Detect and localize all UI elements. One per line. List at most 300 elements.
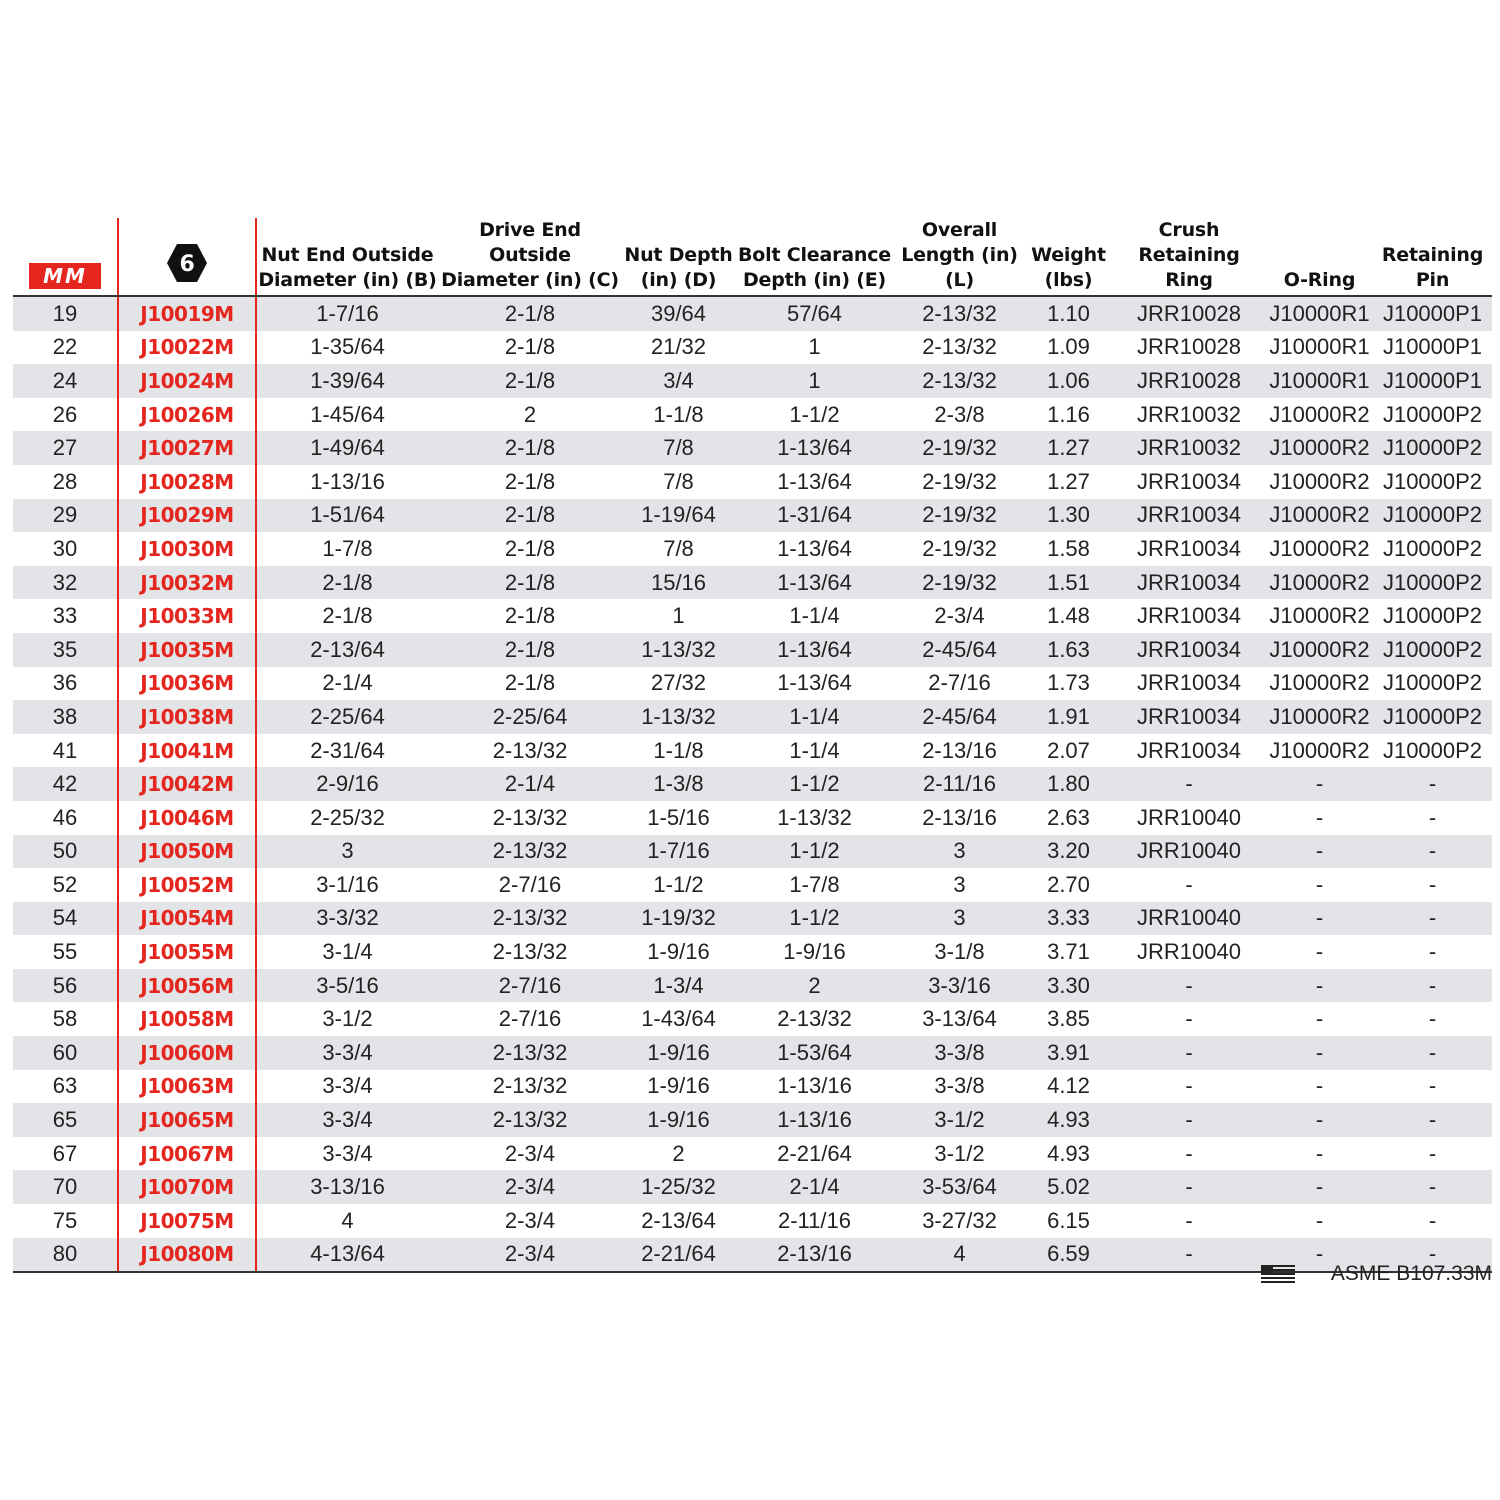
cell-bolt-clearance: 1-13/64 (735, 431, 894, 465)
header-crush-ring-line2: Ring (1165, 269, 1213, 291)
cell-crush-ring: JRR10034 (1112, 734, 1266, 768)
cell-overall-length: 3-3/8 (894, 1070, 1025, 1104)
table-row (13, 1170, 1492, 1204)
cell-bolt-clearance: 1-13/16 (735, 1103, 894, 1137)
cell-bolt-clearance: 1-1/4 (735, 700, 894, 734)
cell-mm-size: 58 (13, 1002, 118, 1036)
cell-part-number: J10063M (118, 1070, 256, 1104)
cell-mm-size: 56 (13, 969, 118, 1003)
header-bolt-clearance (735, 218, 894, 296)
cell-o-ring: - (1266, 801, 1373, 835)
cell-weight: 3.85 (1025, 1002, 1112, 1036)
cell-part-number: J10075M (118, 1204, 256, 1238)
table-row (13, 1137, 1492, 1171)
cell-o-ring: J10000R2 (1266, 667, 1373, 701)
cell-nut-depth: 1-5/16 (622, 801, 735, 835)
header-o-ring (1266, 218, 1373, 296)
header-nut-depth-line1: Nut Depth (624, 244, 733, 266)
cell-overall-length: 2-13/16 (894, 734, 1025, 768)
cell-retaining-pin: - (1373, 1103, 1492, 1137)
cell-overall-length: 2-11/16 (894, 767, 1025, 801)
cell-nut-end-diameter: 4 (256, 1204, 438, 1238)
cell-retaining-pin: J10000P2 (1373, 667, 1492, 701)
header-bolt-clearance-line2: Depth (in) (E) (742, 269, 887, 291)
cell-weight: 1.80 (1025, 767, 1112, 801)
cell-mm-size: 50 (13, 835, 118, 869)
cell-nut-end-diameter: 3-3/4 (256, 1036, 438, 1070)
header-nut-depth-line2: (in) (D) (640, 269, 717, 291)
cell-mm-size: 65 (13, 1103, 118, 1137)
cell-weight: 4.93 (1025, 1137, 1112, 1171)
table-row (13, 566, 1492, 600)
cell-weight: 2.63 (1025, 801, 1112, 835)
table-row (13, 1103, 1492, 1137)
cell-drive-end-diameter: 2-1/4 (438, 767, 622, 801)
cell-crush-ring: JRR10040 (1112, 902, 1266, 936)
cell-overall-length: 3-53/64 (894, 1170, 1025, 1204)
cell-weight: 3.33 (1025, 902, 1112, 936)
cell-overall-length: 3 (894, 868, 1025, 902)
cell-drive-end-diameter: 2-7/16 (438, 1002, 622, 1036)
cell-part-number: J10042M (118, 767, 256, 801)
cell-retaining-pin: J10000P1 (1373, 331, 1492, 365)
cell-retaining-pin: - (1373, 868, 1492, 902)
cell-nut-depth: 7/8 (622, 532, 735, 566)
cell-o-ring: - (1266, 835, 1373, 869)
cell-nut-depth: 3/4 (622, 364, 735, 398)
cell-overall-length: 2-3/4 (894, 599, 1025, 633)
header-drive-end-line1: Drive End Outside (479, 219, 581, 266)
cell-o-ring: J10000R1 (1266, 364, 1373, 398)
cell-nut-end-diameter: 3-1/16 (256, 868, 438, 902)
cell-weight: 3.71 (1025, 935, 1112, 969)
header-weight (1025, 218, 1112, 296)
header-overall-length (894, 218, 1025, 296)
cell-drive-end-diameter: 2-7/16 (438, 969, 622, 1003)
cell-drive-end-diameter: 2-25/64 (438, 700, 622, 734)
cell-mm-size: 24 (13, 364, 118, 398)
cell-mm-size: 41 (13, 734, 118, 768)
table-row (13, 734, 1492, 768)
cell-crush-ring: - (1112, 1137, 1266, 1171)
cell-crush-ring: JRR10040 (1112, 935, 1266, 969)
mm-badge: MM (29, 263, 101, 289)
cell-bolt-clearance: 1-9/16 (735, 935, 894, 969)
cell-part-number: J10027M (118, 431, 256, 465)
cell-nut-end-diameter: 2-25/64 (256, 700, 438, 734)
cell-crush-ring: - (1112, 868, 1266, 902)
cell-o-ring: J10000R2 (1266, 599, 1373, 633)
cell-crush-ring: JRR10040 (1112, 801, 1266, 835)
header-mm (13, 218, 118, 296)
table-row (13, 633, 1492, 667)
cell-drive-end-diameter: 2-1/8 (438, 566, 622, 600)
cell-crush-ring: JRR10034 (1112, 700, 1266, 734)
table-row (13, 1204, 1492, 1238)
cell-nut-depth: 27/32 (622, 667, 735, 701)
cell-nut-depth: 21/32 (622, 331, 735, 365)
cell-retaining-pin: J10000P2 (1373, 465, 1492, 499)
cell-o-ring: J10000R2 (1266, 633, 1373, 667)
cell-bolt-clearance: 1-13/64 (735, 667, 894, 701)
cell-o-ring: - (1266, 1137, 1373, 1171)
cell-part-number: J10038M (118, 700, 256, 734)
cell-bolt-clearance: 1-1/2 (735, 398, 894, 432)
cell-bolt-clearance: 1-1/2 (735, 902, 894, 936)
cell-part-number: J10056M (118, 969, 256, 1003)
cell-overall-length: 3-1/2 (894, 1103, 1025, 1137)
cell-overall-length: 2-7/16 (894, 667, 1025, 701)
table-row (13, 801, 1492, 835)
cell-nut-end-diameter: 1-49/64 (256, 431, 438, 465)
table-row (13, 1070, 1492, 1104)
header-drive-end-line2: Diameter (in) (C) (441, 269, 619, 291)
cell-bolt-clearance: 57/64 (735, 296, 894, 331)
cell-part-number: J10029M (118, 499, 256, 533)
table-row (13, 868, 1492, 902)
cell-o-ring: - (1266, 1070, 1373, 1104)
cell-o-ring: J10000R2 (1266, 499, 1373, 533)
cell-overall-length: 2-45/64 (894, 700, 1025, 734)
cell-retaining-pin: J10000P2 (1373, 599, 1492, 633)
cell-nut-end-diameter: 1-7/8 (256, 532, 438, 566)
cell-nut-end-diameter: 1-35/64 (256, 331, 438, 365)
cell-weight: 1.27 (1025, 431, 1112, 465)
cell-nut-depth: 1-9/16 (622, 935, 735, 969)
cell-weight: 2.70 (1025, 868, 1112, 902)
cell-mm-size: 67 (13, 1137, 118, 1171)
cell-drive-end-diameter: 2-1/8 (438, 667, 622, 701)
table-row (13, 431, 1492, 465)
header-weight-line1: Weight (1031, 244, 1106, 266)
cell-o-ring: - (1266, 969, 1373, 1003)
cell-overall-length: 3-13/64 (894, 1002, 1025, 1036)
cell-mm-size: 28 (13, 465, 118, 499)
cell-drive-end-diameter: 2-3/4 (438, 1170, 622, 1204)
cell-nut-depth: 1-1/8 (622, 398, 735, 432)
cell-bolt-clearance: 1-1/4 (735, 734, 894, 768)
cell-drive-end-diameter: 2 (438, 398, 622, 432)
cell-retaining-pin: J10000P2 (1373, 633, 1492, 667)
cell-o-ring: - (1266, 935, 1373, 969)
cell-overall-length: 3 (894, 902, 1025, 936)
cell-weight: 3.30 (1025, 969, 1112, 1003)
cell-retaining-pin: - (1373, 1137, 1492, 1171)
cell-drive-end-diameter: 2-13/32 (438, 902, 622, 936)
table-row (13, 935, 1492, 969)
cell-crush-ring: JRR10034 (1112, 465, 1266, 499)
cell-part-number: J10050M (118, 835, 256, 869)
cell-nut-end-diameter: 3-1/2 (256, 1002, 438, 1036)
cell-nut-depth: 39/64 (622, 296, 735, 331)
cell-drive-end-diameter: 2-1/8 (438, 599, 622, 633)
cell-weight: 5.02 (1025, 1170, 1112, 1204)
table-row (13, 599, 1492, 633)
cell-mm-size: 55 (13, 935, 118, 969)
cell-weight: 3.91 (1025, 1036, 1112, 1070)
cell-weight: 1.73 (1025, 667, 1112, 701)
cell-nut-end-diameter: 3-13/16 (256, 1170, 438, 1204)
cell-overall-length: 4 (894, 1238, 1025, 1273)
cell-mm-size: 63 (13, 1070, 118, 1104)
cell-part-number: J10026M (118, 398, 256, 432)
header-crush-ring-line1: Crush Retaining (1138, 219, 1240, 266)
cell-drive-end-diameter: 2-3/4 (438, 1204, 622, 1238)
us-flag-icon (1261, 1265, 1295, 1283)
cell-weight: 1.63 (1025, 633, 1112, 667)
cell-bolt-clearance: 1-1/4 (735, 599, 894, 633)
cell-nut-end-diameter: 1-7/16 (256, 296, 438, 331)
cell-bolt-clearance: 2-13/16 (735, 1238, 894, 1273)
cell-drive-end-diameter: 2-1/8 (438, 431, 622, 465)
cell-part-number: J10033M (118, 599, 256, 633)
cell-nut-end-diameter: 2-9/16 (256, 767, 438, 801)
cell-overall-length: 3 (894, 835, 1025, 869)
footer (1261, 1262, 1492, 1286)
cell-weight: 6.59 (1025, 1238, 1112, 1273)
cell-retaining-pin: - (1373, 935, 1492, 969)
cell-bolt-clearance: 1-1/2 (735, 767, 894, 801)
cell-nut-end-diameter: 3-3/4 (256, 1137, 438, 1171)
cell-retaining-pin: - (1373, 1036, 1492, 1070)
cell-crush-ring: - (1112, 1070, 1266, 1104)
cell-overall-length: 2-19/32 (894, 532, 1025, 566)
hexagon-6-point-icon (165, 241, 209, 285)
header-retaining-pin-line2: Pin (1415, 269, 1450, 291)
header-retaining-pin-line1: Retaining (1381, 244, 1484, 266)
cell-retaining-pin: J10000P2 (1373, 499, 1492, 533)
cell-weight: 3.20 (1025, 835, 1112, 869)
cell-weight: 1.16 (1025, 398, 1112, 432)
cell-nut-depth: 1 (622, 599, 735, 633)
cell-overall-length: 2-19/32 (894, 465, 1025, 499)
cell-crush-ring: - (1112, 969, 1266, 1003)
cell-overall-length: 2-13/16 (894, 801, 1025, 835)
table-row (13, 499, 1492, 533)
cell-overall-length: 2-13/32 (894, 296, 1025, 331)
cell-crush-ring: JRR10034 (1112, 667, 1266, 701)
cell-bolt-clearance: 1-13/64 (735, 532, 894, 566)
cell-overall-length: 3-3/16 (894, 969, 1025, 1003)
cell-part-number: J10052M (118, 868, 256, 902)
cell-part-number: J10046M (118, 801, 256, 835)
cell-part-number: J10041M (118, 734, 256, 768)
cell-retaining-pin: J10000P1 (1373, 296, 1492, 331)
cell-overall-length: 2-13/32 (894, 331, 1025, 365)
cell-drive-end-diameter: 2-1/8 (438, 465, 622, 499)
cell-o-ring: J10000R2 (1266, 532, 1373, 566)
cell-overall-length: 2-19/32 (894, 499, 1025, 533)
socket-spec-table-container (13, 218, 1492, 1273)
cell-drive-end-diameter: 2-3/4 (438, 1137, 622, 1171)
cell-retaining-pin: J10000P2 (1373, 431, 1492, 465)
cell-mm-size: 30 (13, 532, 118, 566)
cell-weight: 2.07 (1025, 734, 1112, 768)
cell-retaining-pin: J10000P2 (1373, 734, 1492, 768)
cell-mm-size: 22 (13, 331, 118, 365)
cell-nut-end-diameter: 2-1/8 (256, 566, 438, 600)
cell-drive-end-diameter: 2-13/32 (438, 801, 622, 835)
cell-o-ring: - (1266, 1036, 1373, 1070)
cell-drive-end-diameter: 2-13/32 (438, 935, 622, 969)
cell-nut-end-diameter: 1-45/64 (256, 398, 438, 432)
cell-nut-depth: 1-13/32 (622, 700, 735, 734)
cell-part-number: J10070M (118, 1170, 256, 1204)
cell-overall-length: 3-1/8 (894, 935, 1025, 969)
table-header-row (13, 218, 1492, 296)
table-row (13, 767, 1492, 801)
cell-part-number: J10080M (118, 1238, 256, 1273)
cell-bolt-clearance: 2-11/16 (735, 1204, 894, 1238)
cell-nut-depth: 7/8 (622, 431, 735, 465)
cell-mm-size: 27 (13, 431, 118, 465)
table-row (13, 532, 1492, 566)
cell-crush-ring: JRR10034 (1112, 566, 1266, 600)
cell-o-ring: - (1266, 1170, 1373, 1204)
table-row (13, 969, 1492, 1003)
cell-nut-depth: 1-3/4 (622, 969, 735, 1003)
cell-nut-depth: 1-1/8 (622, 734, 735, 768)
cell-o-ring: J10000R1 (1266, 331, 1373, 365)
cell-nut-end-diameter: 2-1/8 (256, 599, 438, 633)
table-row (13, 667, 1492, 701)
cell-weight: 1.48 (1025, 599, 1112, 633)
cell-drive-end-diameter: 2-3/4 (438, 1238, 622, 1273)
cell-mm-size: 33 (13, 599, 118, 633)
cell-part-number: J10028M (118, 465, 256, 499)
cell-nut-depth: 1-13/32 (622, 633, 735, 667)
cell-o-ring: - (1266, 1103, 1373, 1137)
cell-retaining-pin: J10000P1 (1373, 364, 1492, 398)
standard-label: ASME B107.33M (1330, 1262, 1492, 1285)
cell-retaining-pin: J10000P2 (1373, 566, 1492, 600)
cell-weight: 1.27 (1025, 465, 1112, 499)
cell-o-ring: J10000R2 (1266, 700, 1373, 734)
header-overall-length-line1: Overall (921, 219, 998, 241)
cell-drive-end-diameter: 2-1/8 (438, 296, 622, 331)
table-row (13, 1036, 1492, 1070)
cell-drive-end-diameter: 2-1/8 (438, 364, 622, 398)
cell-retaining-pin: J10000P2 (1373, 398, 1492, 432)
cell-o-ring: J10000R2 (1266, 465, 1373, 499)
table-body (13, 296, 1492, 1272)
cell-nut-end-diameter: 3-3/4 (256, 1070, 438, 1104)
cell-o-ring: - (1266, 1204, 1373, 1238)
cell-o-ring: J10000R2 (1266, 431, 1373, 465)
cell-part-number: J10055M (118, 935, 256, 969)
cell-crush-ring: - (1112, 1103, 1266, 1137)
cell-retaining-pin: - (1373, 801, 1492, 835)
cell-overall-length: 2-3/8 (894, 398, 1025, 432)
cell-part-number: J10032M (118, 566, 256, 600)
cell-part-number: J10054M (118, 902, 256, 936)
cell-drive-end-diameter: 2-1/8 (438, 532, 622, 566)
cell-retaining-pin: - (1373, 767, 1492, 801)
cell-part-number: J10019M (118, 296, 256, 331)
cell-overall-length: 3-27/32 (894, 1204, 1025, 1238)
cell-mm-size: 75 (13, 1204, 118, 1238)
cell-drive-end-diameter: 2-1/8 (438, 633, 622, 667)
cell-o-ring: J10000R2 (1266, 398, 1373, 432)
cell-drive-end-diameter: 2-1/8 (438, 331, 622, 365)
cell-weight: 6.15 (1025, 1204, 1112, 1238)
cell-drive-end-diameter: 2-13/32 (438, 835, 622, 869)
table-row (13, 331, 1492, 365)
cell-mm-size: 26 (13, 398, 118, 432)
cell-bolt-clearance: 1-7/8 (735, 868, 894, 902)
cell-o-ring: J10000R1 (1266, 296, 1373, 331)
table-row (13, 296, 1492, 331)
cell-retaining-pin: - (1373, 1070, 1492, 1104)
cell-bolt-clearance: 2 (735, 969, 894, 1003)
cell-crush-ring: JRR10032 (1112, 431, 1266, 465)
cell-overall-length: 2-13/32 (894, 364, 1025, 398)
cell-crush-ring: JRR10028 (1112, 331, 1266, 365)
header-nut-end-line1: Nut End Outside (261, 244, 434, 266)
cell-nut-end-diameter: 3 (256, 835, 438, 869)
cell-retaining-pin: - (1373, 1002, 1492, 1036)
cell-retaining-pin: - (1373, 1238, 1492, 1273)
cell-bolt-clearance: 1 (735, 331, 894, 365)
cell-bolt-clearance: 2-1/4 (735, 1170, 894, 1204)
cell-drive-end-diameter: 2-13/32 (438, 1070, 622, 1104)
cell-bolt-clearance: 1-13/64 (735, 633, 894, 667)
cell-nut-depth: 2-13/64 (622, 1204, 735, 1238)
table-row (13, 398, 1492, 432)
cell-weight: 1.51 (1025, 566, 1112, 600)
cell-drive-end-diameter: 2-1/8 (438, 499, 622, 533)
cell-mm-size: 42 (13, 767, 118, 801)
cell-crush-ring: - (1112, 1238, 1266, 1273)
cell-nut-end-diameter: 4-13/64 (256, 1238, 438, 1273)
cell-o-ring: - (1266, 902, 1373, 936)
table-row (13, 364, 1492, 398)
cell-nut-end-diameter: 2-13/64 (256, 633, 438, 667)
cell-crush-ring: JRR10034 (1112, 532, 1266, 566)
cell-mm-size: 32 (13, 566, 118, 600)
cell-weight: 4.93 (1025, 1103, 1112, 1137)
header-nut-end (256, 218, 438, 296)
cell-nut-end-diameter: 1-51/64 (256, 499, 438, 533)
header-overall-length-line2: Length (in) (L) (901, 244, 1018, 291)
cell-crush-ring: JRR10034 (1112, 599, 1266, 633)
header-o-ring-line1: O-Ring (1283, 269, 1356, 291)
cell-drive-end-diameter: 2-13/32 (438, 734, 622, 768)
cell-mm-size: 19 (13, 296, 118, 331)
cell-crush-ring: JRR10034 (1112, 633, 1266, 667)
table-row (13, 835, 1492, 869)
cell-retaining-pin: - (1373, 1170, 1492, 1204)
cell-weight: 1.58 (1025, 532, 1112, 566)
header-hex (118, 218, 256, 296)
header-retaining-pin (1373, 218, 1492, 296)
cell-nut-end-diameter: 1-13/16 (256, 465, 438, 499)
cell-o-ring: - (1266, 1238, 1373, 1273)
cell-nut-end-diameter: 2-31/64 (256, 734, 438, 768)
cell-nut-depth: 1-19/32 (622, 902, 735, 936)
cell-retaining-pin: - (1373, 835, 1492, 869)
cell-overall-length: 2-19/32 (894, 431, 1025, 465)
cell-crush-ring: JRR10034 (1112, 499, 1266, 533)
cell-mm-size: 38 (13, 700, 118, 734)
cell-part-number: J10024M (118, 364, 256, 398)
table-row (13, 700, 1492, 734)
cell-part-number: J10022M (118, 331, 256, 365)
cell-nut-depth: 15/16 (622, 566, 735, 600)
cell-nut-depth: 1-7/16 (622, 835, 735, 869)
cell-part-number: J10065M (118, 1103, 256, 1137)
cell-o-ring: - (1266, 1002, 1373, 1036)
